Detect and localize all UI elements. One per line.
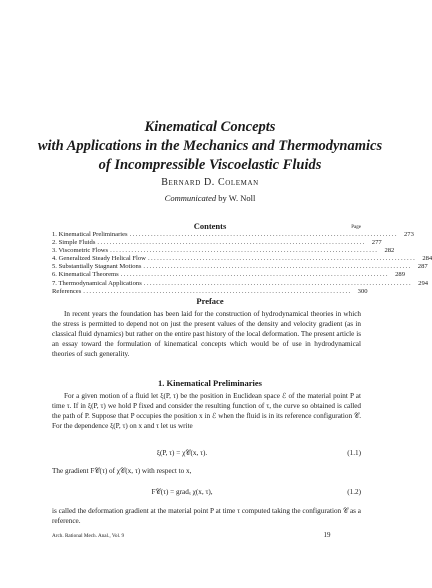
- preface-heading: Preface: [196, 296, 224, 306]
- section-heading: 1. Kinematical Preliminaries: [158, 378, 262, 388]
- communicated-name: by W. Noll: [218, 193, 256, 203]
- toc-page-number: 277: [371, 239, 382, 247]
- deformation-gradient-sentence: is called the deformation gradient at the material point P at time τ computed taking the configuration 𝒞 as a reference.: [52, 507, 361, 525]
- toc-entry[interactable]: [52, 247, 395, 255]
- toc-entry[interactable]: [52, 231, 414, 239]
- toc-leader: ........................................................................................: [147, 255, 417, 263]
- toc-page-number: 289: [395, 271, 405, 279]
- contents-heading: Contents: [193, 221, 227, 231]
- toc-entry[interactable]: [52, 279, 429, 288]
- title-line-1: Kinematical Concepts: [144, 119, 276, 135]
- equation-number: (1.1): [347, 449, 361, 457]
- page-number: 19: [323, 531, 331, 539]
- toc-page-number: 287: [417, 263, 428, 271]
- toc-leader: ........................................................................................: [110, 247, 379, 255]
- toc-label: 3. Viscometric Flows: [52, 247, 109, 255]
- toc-label: References: [52, 287, 82, 295]
- toc-label: 5. Substantially Stagnant Motions: [52, 263, 142, 271]
- toc-entry[interactable]: [52, 263, 428, 271]
- preface-paragraph: In recent years the foundation has been laid for the construction of hydrodynamical theories in which the stress is permitted to depend not on just the present values of the density and velocity gradient (as in classical fluid dynamics) but rather on the entire past history of the local deformation. The present article is an essay toward the formulation of kinematical concepts which would be of use in hydrodynamical theories of such generality.: [52, 310, 361, 358]
- equation-number: (1.2): [347, 488, 361, 496]
- journal-citation: Arch. Rational Mech. Anal., Vol. 9: [52, 533, 125, 539]
- table-of-contents: [52, 231, 432, 296]
- title-line-2: with Applications in the Mechanics and Thermodynamics: [37, 138, 383, 154]
- toc-label: 6. Kinematical Theorems: [52, 271, 119, 279]
- equation-body: ξ(P, τ) = χ𝒞(x, τ).: [156, 449, 208, 457]
- toc-entry[interactable]: [52, 239, 382, 247]
- toc-entry[interactable]: [52, 271, 405, 279]
- toc-entry[interactable]: [52, 255, 432, 263]
- gradient-sentence: The gradient F𝒞(τ) of χ𝒞(x, τ) with respect to x,: [52, 467, 192, 475]
- toc-page-number: 282: [384, 247, 395, 255]
- equation-1-2: [52, 488, 361, 499]
- toc-label: 1. Kinematical Preliminaries: [52, 231, 128, 238]
- toc-page-number: 300: [357, 287, 368, 295]
- toc-label: 7. Thermodynamical Applications: [52, 279, 142, 287]
- equation-1-1: [52, 449, 361, 460]
- author-name: Bernard D. Coleman: [161, 177, 259, 188]
- toc-leader: ........................................................................................: [97, 239, 366, 247]
- contents-page-heading: Page: [351, 225, 361, 230]
- communicated-label: Communicated: [164, 193, 217, 203]
- toc-leader: ........................................................................................: [83, 287, 352, 295]
- toc-label: 2. Simple Fluids: [52, 239, 96, 247]
- toc-entry[interactable]: [52, 287, 368, 296]
- toc-label: 4. Generalized Steady Helical Flow: [52, 255, 146, 263]
- toc-page-number: 273: [404, 231, 414, 238]
- toc-page-number: 284: [422, 255, 432, 263]
- section-paragraph: For a given motion of a fluid let ξ(P, τ) be the position in Euclidean space ℰ of the material point P at time τ. If in ξ(P, τ) we hold P fixed and consider the resulting function of τ, the curve so obtained is called the path of P. Suppose that P occupies the position x in ℰ when the fluid is in its reference configuration 𝒞. For the dependence ξ(P, τ) on x and τ let us write: [52, 392, 361, 430]
- toc-leader: ........................................................................................: [129, 231, 398, 238]
- title-line-3: of Incompressible Viscoelastic Fluids: [98, 157, 322, 173]
- toc-leader: ........................................................................................: [120, 271, 389, 279]
- equation-body: F𝒞(τ) = gradₓ χ(x, τ),: [151, 488, 213, 496]
- communicated-by: [0, 193, 420, 203]
- toc-leader: ........................................................................................: [143, 279, 413, 287]
- toc-leader: ........................................................................................: [143, 263, 412, 271]
- toc-page-number: 294: [418, 279, 429, 287]
